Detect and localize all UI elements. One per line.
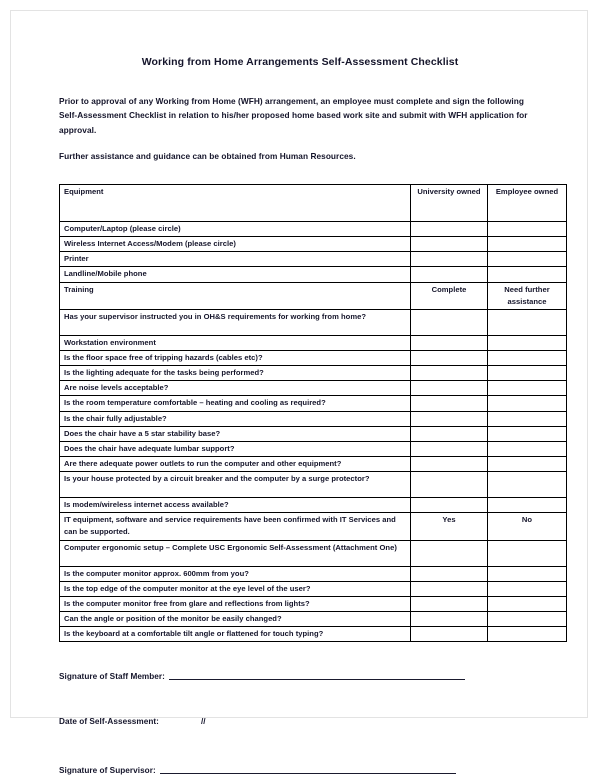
checklist-col-b-cell[interactable] <box>488 267 567 282</box>
checklist-col-a-cell[interactable] <box>411 309 488 335</box>
checklist-item-label: Landline/Mobile phone <box>60 267 411 282</box>
staff-signature-line[interactable] <box>169 678 465 680</box>
table-row <box>60 441 567 456</box>
checklist-col-b-cell[interactable] <box>488 222 567 237</box>
supervisor-signature-label: Signature of Supervisor: <box>59 766 156 775</box>
checklist-item-label: Training <box>60 282 411 309</box>
checklist-item-label: Equipment <box>60 185 411 222</box>
checklist-col-b-cell[interactable] <box>488 335 567 350</box>
checklist-table-wrapper <box>59 184 559 642</box>
table-row <box>60 237 567 252</box>
table-row <box>60 309 567 335</box>
checklist-col-a-cell[interactable] <box>411 267 488 282</box>
table-row <box>60 498 567 513</box>
checklist-col-b-cell[interactable] <box>488 441 567 456</box>
page-title: Working from Home Arrangements Self-Assessment Checklist <box>141 56 459 68</box>
checklist-item-label: Workstation environment <box>60 335 411 350</box>
date-slash-second[interactable]: / <box>203 717 206 727</box>
table-row <box>60 351 567 366</box>
checklist-col-b-cell[interactable] <box>488 566 567 581</box>
checklist-col-a-cell[interactable] <box>411 472 488 498</box>
checklist-item-label: Wireless Internet Access/Modem (please circle) <box>60 237 411 252</box>
table-row <box>60 366 567 381</box>
table-row <box>60 513 567 540</box>
checklist-col-a-cell[interactable] <box>411 581 488 596</box>
checklist-col-b-value: No <box>488 513 567 540</box>
checklist-col-a-cell[interactable] <box>411 411 488 426</box>
checklist-col-a-cell[interactable] <box>411 457 488 472</box>
checklist-col-a-cell[interactable] <box>411 351 488 366</box>
checklist-col-a-cell[interactable] <box>411 252 488 267</box>
signature-spacer-2 <box>59 726 541 766</box>
table-row <box>60 581 567 596</box>
checklist-col-b-cell[interactable] <box>488 351 567 366</box>
checklist-item-label: IT equipment, software and service requirements have been confirmed with IT Services and can be supported. <box>60 513 411 540</box>
staff-signature-label: Signature of Staff Member: <box>59 672 165 682</box>
checklist-col-b-cell[interactable] <box>488 596 567 611</box>
checklist-col-b-cell[interactable] <box>488 627 567 642</box>
document-body <box>59 56 559 775</box>
checklist-col-b-cell[interactable] <box>488 381 567 396</box>
checklist-item-label: Are there adequate power outlets to run the computer and other equipment? <box>60 457 411 472</box>
checklist-item-label: Does the chair have adequate lumbar support? <box>60 441 411 456</box>
checklist-item-label: Is the keyboard at a comfortable tilt angle or flattened for touch typing? <box>60 627 411 642</box>
checklist-col-a-value: Yes <box>411 513 488 540</box>
checklist-col-a-cell[interactable] <box>411 222 488 237</box>
checklist-col-a-cell[interactable] <box>411 237 488 252</box>
checklist-col-b-cell[interactable] <box>488 426 567 441</box>
checklist-col-a-cell[interactable] <box>411 441 488 456</box>
supervisor-signature-row <box>59 766 541 775</box>
checklist-item-label: Is modem/wireless internet access available? <box>60 498 411 513</box>
table-row <box>60 426 567 441</box>
signature-block <box>59 672 541 775</box>
checklist-col-b-cell[interactable] <box>488 366 567 381</box>
checklist-item-label: Is the floor space free of tripping hazards (cables etc)? <box>60 351 411 366</box>
checklist-col-a-cell[interactable] <box>411 566 488 581</box>
assistance-note: Further assistance and guidance can be obtained from Human Resources. <box>59 150 356 161</box>
checklist-col-b-cell[interactable] <box>488 581 567 596</box>
checklist-item-label: Computer ergonomic setup – Complete USC Ergonomic Self-Assessment (Attachment One) <box>60 540 411 566</box>
checklist-item-label: Does the chair have a 5 star stability base? <box>60 426 411 441</box>
checklist-col-a-cell[interactable] <box>411 381 488 396</box>
checklist-col-a-cell[interactable] <box>411 612 488 627</box>
table-row <box>60 596 567 611</box>
table-row <box>60 411 567 426</box>
checklist-item-label: Is the top edge of the computer monitor at the eye level of the user? <box>60 581 411 596</box>
checklist-col-b-cell[interactable] <box>488 498 567 513</box>
date-slash-first[interactable]: / <box>200 717 204 727</box>
checklist-col-a-value: University owned <box>411 185 488 222</box>
date-row <box>59 717 541 726</box>
checklist-col-a-cell[interactable] <box>411 366 488 381</box>
table-row <box>60 457 567 472</box>
checklist-item-label: Is your house protected by a circuit breaker and the computer by a surge protector? <box>60 472 411 498</box>
checklist-col-b-cell[interactable] <box>488 309 567 335</box>
table-row <box>60 282 567 309</box>
staff-signature-row <box>59 672 541 681</box>
table-row <box>60 335 567 350</box>
table-row <box>60 252 567 267</box>
checklist-col-b-cell[interactable] <box>488 252 567 267</box>
checklist-col-b-value: Employee owned <box>488 185 567 222</box>
checklist-item-label: Is the chair fully adjustable? <box>60 411 411 426</box>
checklist-table-body <box>60 185 567 642</box>
checklist-col-a-cell[interactable] <box>411 426 488 441</box>
checklist-item-label: Has your supervisor instructed you in OH&S requirements for working from home? <box>60 309 411 335</box>
table-row <box>60 612 567 627</box>
intro-paragraph: Prior to approval of any Working from Home (WFH) arrangement, an employee must complete and sign the following Self-Assessment Checklist in relation to his/her proposed home based work site and submit with WFH application for approval. <box>59 96 528 135</box>
checklist-col-b-cell[interactable] <box>488 411 567 426</box>
checklist-col-a-value: Complete <box>411 282 488 309</box>
table-row <box>60 267 567 282</box>
supervisor-signature-line[interactable] <box>160 772 456 774</box>
checklist-item-label: Can the angle or position of the monitor be easily changed? <box>60 612 411 627</box>
checklist-col-b-cell[interactable] <box>488 612 567 627</box>
checklist-item-label: Are noise levels acceptable? <box>60 381 411 396</box>
checklist-col-b-value: Need further assistance <box>488 282 567 309</box>
table-row <box>60 627 567 642</box>
checklist-col-a-cell[interactable] <box>411 498 488 513</box>
table-row <box>60 222 567 237</box>
checklist-col-b-cell[interactable] <box>488 457 567 472</box>
checklist-item-label: Is the lighting adequate for the tasks being performed? <box>60 366 411 381</box>
checklist-col-b-cell[interactable] <box>488 396 567 411</box>
table-row <box>60 566 567 581</box>
table-row <box>60 185 567 222</box>
checklist-item-label: Is the room temperature comfortable – heating and cooling as required? <box>60 396 411 411</box>
table-row <box>60 396 567 411</box>
table-row <box>60 540 567 566</box>
checklist-col-a-cell[interactable] <box>411 335 488 350</box>
signature-spacer-1 <box>59 681 541 717</box>
checklist-col-b-cell[interactable] <box>488 472 567 498</box>
checklist-col-a-cell[interactable] <box>411 627 488 642</box>
checklist-table <box>59 184 567 642</box>
checklist-col-b-cell[interactable] <box>488 237 567 252</box>
checklist-col-a-cell[interactable] <box>411 596 488 611</box>
checklist-col-a-cell[interactable] <box>411 540 488 566</box>
date-label: Date of Self-Assessment: <box>59 717 159 727</box>
checklist-item-label: Is the computer monitor approx. 600mm from you? <box>60 566 411 581</box>
checklist-col-a-cell[interactable] <box>411 396 488 411</box>
checklist-item-label: Is the computer monitor free from glare and reflections from lights? <box>60 596 411 611</box>
table-row <box>60 472 567 498</box>
checklist-item-label: Computer/Laptop (please circle) <box>60 222 411 237</box>
checklist-item-label: Printer <box>60 252 411 267</box>
document-page <box>10 10 588 775</box>
checklist-col-b-cell[interactable] <box>488 540 567 566</box>
table-row <box>60 381 567 396</box>
